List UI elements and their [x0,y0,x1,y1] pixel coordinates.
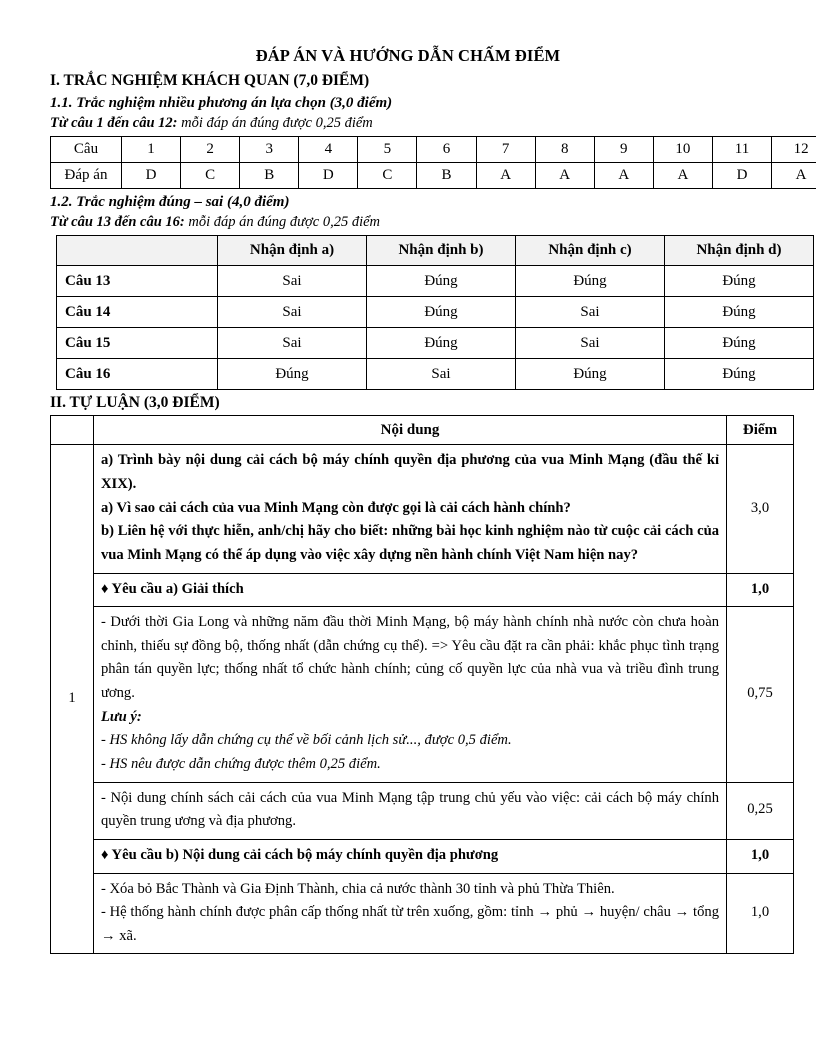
answer-cell: Đúng [665,266,814,297]
table-row-requirement-b [51,839,794,873]
answer-cell: Đúng [665,328,814,359]
point-cell: 1,0 [727,573,794,607]
point-cell: 1,0 [727,873,794,954]
point-cell: 0,25 [727,782,794,839]
table-header-row [57,236,814,266]
answer-cell: D [712,163,771,189]
table-row-requirement-a [51,573,794,607]
answer-cell: Đúng [665,297,814,328]
answer-paragraph: - Hệ thống hành chính được phân cấp thống nhất từ trên xuống, gồm: tỉnh → phủ → huyện/ châu → tổng → xã. [101,904,719,944]
table-row-question-prompt [51,445,794,573]
answer-cell: A [476,163,535,189]
row-label-answer: Đáp án [51,163,122,189]
table-row [57,266,814,297]
question-number-cell: 7 [476,137,535,163]
requirement-a-label: ♦ Yêu cầu a) Giải thích [94,573,727,607]
prompt-line: a) Vì sao cải cách của vua Minh Mạng còn được gọi là cải cách hành chính? [101,499,571,516]
note-line: - HS không lấy dẫn chứng cụ thể về bối cảnh lịch sử..., được 0,5 điểm. [101,732,512,749]
answer-cell: Đúng [516,266,665,297]
question-number-cell: 6 [417,137,476,163]
question-range-1-2-label: Từ câu 13 đến câu 16: [50,214,185,230]
row-label-question: Câu 14 [57,297,218,328]
question-number-cell: 12 [772,137,816,163]
table-row-answer-a [51,607,794,782]
answer-cell: Sai [218,266,367,297]
question-range-1-2-note: mỗi đáp án đúng được 0,25 điểm [184,214,381,230]
question-number-cell: 3 [240,137,299,163]
answer-cell: B [417,163,476,189]
table-row-answer-b [51,873,794,954]
table-row [57,297,814,328]
question-number-cell: 8 [535,137,594,163]
requirement-b-label: ♦ Yêu cầu b) Nội dung cải cách bộ máy chính quyền địa phương [94,839,727,873]
table-row [57,359,814,390]
answer-cell: Đúng [367,266,516,297]
answer-cell: Đúng [665,359,814,390]
essay-answer-table [50,415,794,954]
column-header-statement-b: Nhận định b) [367,236,516,266]
column-header-point: Điểm [727,416,794,445]
answer-cell: Sai [367,359,516,390]
column-header-statement-d: Nhận định d) [665,236,814,266]
question-number-cell: 2 [181,137,240,163]
answer-cell: D [299,163,358,189]
question-range-1-1-note: mỗi đáp án đúng được 0,25 điểm [177,115,373,131]
row-label-question: Câu 15 [57,328,218,359]
table-header-row [51,416,794,445]
question-prompt-cell [94,445,727,573]
question-number-cell: 1 [122,137,181,163]
point-cell: 3,0 [727,445,794,573]
answer-a2-cell [94,782,727,839]
answer-cell: Sai [516,328,665,359]
question-number-cell: 9 [594,137,653,163]
question-range-1-2 [50,214,766,231]
answer-cell: A [772,163,816,189]
answer-cell: D [122,163,181,189]
answer-paragraph: - Dưới thời Gia Long và những năm đầu thời Minh Mạng, bộ máy hành chính nhà nước còn chưa hoàn chỉnh, thiếu sự đồng bộ, thống nhất (dẫn chứng cụ thể). => Yêu cầu đặt ra cần phải: khắc phục tình trạng phân tán quyền lực; thống nhất tổ chức hành chính; củng cố quyền lực của nhà vua và triều đình trung ương. [101,614,719,702]
answer-cell: A [653,163,712,189]
point-cell: 1,0 [727,839,794,873]
table-row-question-numbers [51,137,816,163]
row-label-question: Câu 16 [57,359,218,390]
answer-cell: B [240,163,299,189]
answer-cell: Đúng [218,359,367,390]
answer-cell: Sai [218,297,367,328]
table-corner-cell [51,416,94,445]
answer-cell: A [535,163,594,189]
page-title: ĐÁP ÁN VÀ HƯỚNG DẪN CHẤM ĐIỂM [255,46,561,65]
answer-cell: A [594,163,653,189]
note-line: - HS nêu được dẫn chứng được thêm 0,25 điểm. [101,755,381,772]
answer-paragraph: - Xóa bỏ Bắc Thành và Gia Định Thành, chia cả nước thành 30 tỉnh và phủ Thừa Thiên. [101,880,615,897]
answer-cell: Sai [516,297,665,328]
question-number-cell: 4 [299,137,358,163]
answer-cell: Đúng [367,297,516,328]
subsection-heading-1-1: 1.1. Trắc nghiệm nhiều phương án lựa chọn (3,0 điểm) [50,95,393,111]
column-header-statement-a: Nhận định a) [218,236,367,266]
question-number-cell: 10 [653,137,712,163]
point-cell: 0,75 [727,607,794,782]
answer-cell: Đúng [367,328,516,359]
prompt-line: b) Liên hệ với thực hiễn, anh/chị hãy cho biết: những bài học kinh nghiệm nào từ cuộc cải cách của vua Minh Mạng có thể áp dụng vào việc xây dựng nền hành chính Việt Nam hiện nay? [101,523,719,563]
answer-cell: Sai [218,328,367,359]
table-row-answers [51,163,816,189]
question-range-1-1-label: Từ câu 1 đến câu 12: [50,115,178,131]
answer-a-cell [94,607,727,782]
question-range-1-1 [50,115,766,132]
subsection-heading-1-2: 1.2. Trắc nghiệm đúng – sai (4,0 điểm) [50,194,290,210]
row-label-question: Câu [51,137,122,163]
section-heading-two: II. TỰ LUẬN (3,0 ĐIỂM) [50,394,220,411]
table-row-answer-a2 [51,782,794,839]
note-title: Lưu ý: [101,708,142,725]
answer-b-cell [94,873,727,954]
column-header-statement-c: Nhận định c) [516,236,665,266]
prompt-line: a) Trình bày nội dung cải cách bộ máy chính quyền địa phương của vua Minh Mạng (đầu thế kỉ XIX). [101,452,719,492]
answer-cell: C [358,163,417,189]
table-corner-cell [57,236,218,266]
answer-cell: Đúng [516,359,665,390]
answer-paragraph: - Nội dung chính sách cải cách của vua Minh Mạng tập trung chủ yếu vào việc: cải cách bộ máy chính quyền trung ương và địa phương. [101,789,719,830]
question-number-cell: 5 [358,137,417,163]
true-false-answer-table [56,235,814,390]
answer-cell: C [181,163,240,189]
section-heading-one: I. TRẮC NGHIỆM KHÁCH QUAN (7,0 ĐIỂM) [50,72,370,89]
row-label-question: Câu 13 [57,266,218,297]
multiple-choice-answer-table [50,136,816,189]
column-header-content: Nội dung [94,416,727,445]
question-number-cell: 1 [51,445,94,954]
question-number-cell: 11 [712,137,771,163]
table-row [57,328,814,359]
